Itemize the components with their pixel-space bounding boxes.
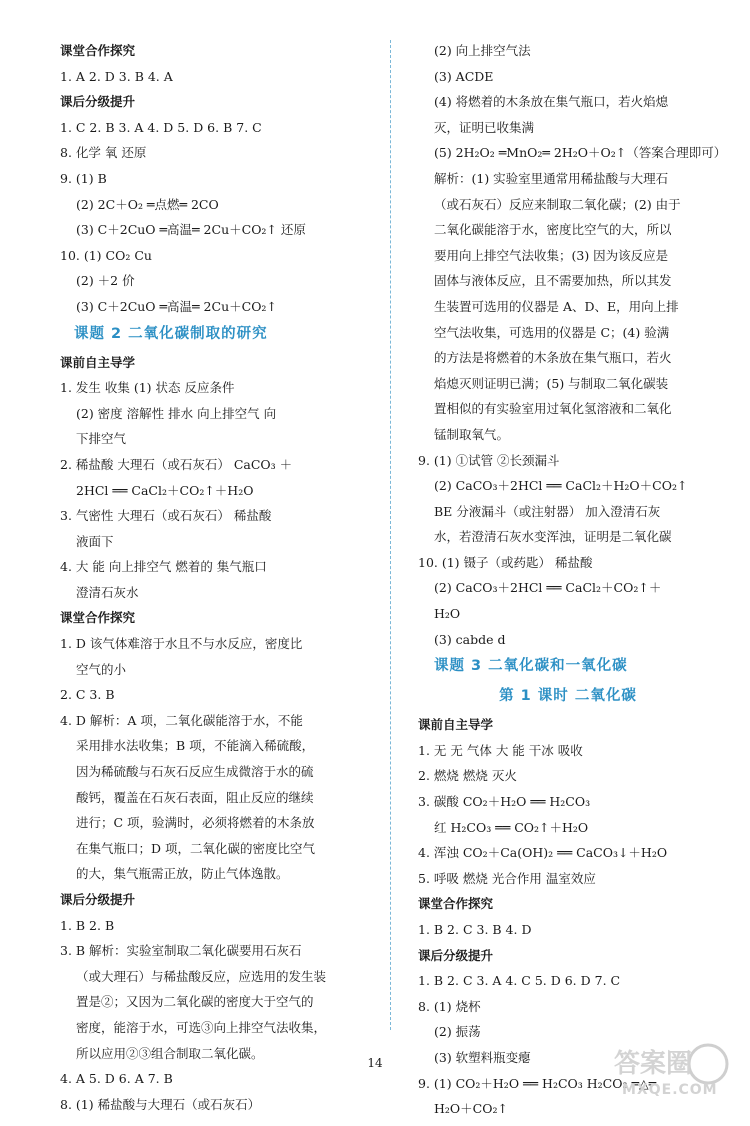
answer-line: 因为稀硫酸与石灰石反应生成微溶于水的硫 bbox=[76, 764, 314, 780]
answer-line: 2. C 3. B bbox=[60, 687, 115, 703]
answer-line: (2) 振荡 bbox=[434, 1024, 481, 1040]
svg-text:答案圈: 答案圈 bbox=[614, 1049, 693, 1079]
page-number: 14 bbox=[367, 1056, 383, 1070]
answer-line: (3) C＋2CuO ═高温═ 2Cu＋CO₂↑ bbox=[76, 298, 277, 314]
answer-line: 在集气瓶口；D 项，二氧化碳的密度比空气 bbox=[76, 840, 315, 856]
answer-line: 1. 发生 收集 (1) 状态 反应条件 bbox=[60, 380, 235, 396]
answer-line: (3) cabde d bbox=[434, 631, 506, 647]
column-divider bbox=[390, 40, 391, 1030]
watermark-logo bbox=[608, 1040, 738, 1100]
left-column bbox=[60, 42, 365, 1121]
answer-line: 解析：(1) 实验室里通常用稀盐酸与大理石 bbox=[434, 170, 669, 186]
answer-line: 1. A 2. D 3. B 4. A bbox=[60, 68, 173, 84]
answer-line: 红 H₂CO₃ ══ CO₂↑＋H₂O bbox=[434, 819, 589, 835]
answer-line: H₂O bbox=[434, 606, 461, 622]
answer-line: 4. D 解析：A 项，二氧化碳能溶于水，不能 bbox=[60, 712, 303, 728]
answer-line: H₂O＋CO₂↑ bbox=[434, 1101, 508, 1117]
answer-line: (4) 将燃着的木条放在集气瓶口，若火焰熄 bbox=[434, 94, 669, 110]
answer-line: 2. 燃烧 燃烧 灭火 bbox=[418, 768, 517, 784]
answer-line: 1. B 2. B bbox=[60, 917, 115, 933]
answer-line: 置相似的有实验室用过氧化氢溶液和二氧化 bbox=[434, 401, 672, 417]
answer-line: 置是②；又因为二氧化碳的密度大于空气的 bbox=[76, 994, 314, 1010]
answer-line: 空气法收集，可选用的仪器是 C；(4) 验满 bbox=[434, 324, 670, 340]
section-heading: 课堂合作探究 bbox=[60, 610, 136, 626]
right-column bbox=[418, 42, 727, 1126]
answer-line: 3. 气密性 大理石（或石灰石） 稀盐酸 bbox=[60, 508, 272, 524]
answer-line: （或大理石）与稀盐酸反应，应选用的发生装 bbox=[76, 968, 327, 984]
section-heading: 课后分级提升 bbox=[60, 94, 136, 110]
answer-line: 采用排水法收集；B 项，不能滴入稀硫酸， bbox=[76, 738, 315, 754]
answer-line: 2HCl ══ CaCl₂＋CO₂↑＋H₂O bbox=[76, 482, 254, 498]
answer-line: 4. A 5. D 6. A 7. B bbox=[60, 1071, 173, 1087]
answer-line: 5. 呼吸 燃烧 光合作用 温室效应 bbox=[418, 870, 596, 886]
answer-line: 10. (1) CO₂ Cu bbox=[60, 247, 152, 263]
answer-line: （或石灰石）反应来制取二氧化碳；(2) 由于 bbox=[434, 196, 681, 212]
answer-line: 2. 稀盐酸 大理石（或石灰石） CaCO₃ ＋ bbox=[60, 456, 293, 472]
answer-line: (5) 2H₂O₂ ═MnO₂═ 2H₂O＋O₂↑（答案合理即可） bbox=[434, 145, 727, 161]
answer-line: 焰熄灭则证明已满；(5) 与制取二氧化碳装 bbox=[434, 375, 669, 391]
answer-line: 水，若澄清石灰水变浑浊，证明是二氧化碳 bbox=[434, 529, 672, 545]
answer-line: 3. 碳酸 CO₂＋H₂O ══ H₂CO₃ bbox=[418, 794, 591, 810]
answer-line: 1. B 2. C 3. B 4. D bbox=[418, 922, 532, 937]
answer-line: (2) CaCO₃＋2HCl ══ CaCl₂＋H₂O＋CO₂↑ bbox=[434, 478, 688, 494]
answer-line: 4. 浑浊 CO₂＋Ca(OH)₂ ══ CaCO₃↓＋H₂O bbox=[418, 845, 668, 861]
answer-line: 二氧化碳能溶于水，密度比空气的大，所以 bbox=[434, 222, 672, 238]
answer-line: 要用向上排空气法收集；(3) 因为该反应是 bbox=[434, 247, 669, 263]
answer-line: 澄清石灰水 bbox=[76, 584, 139, 600]
answer-line: 锰制取氧气。 bbox=[434, 426, 510, 442]
answer-line: 液面下 bbox=[76, 533, 114, 549]
section-heading: 课后分级提升 bbox=[418, 947, 494, 963]
answer-line: (3) ACDE bbox=[434, 68, 494, 84]
lesson-title: 课题 2 二氧化碳制取的研究 bbox=[74, 325, 268, 342]
answer-line: 10. (1) 镊子（或药匙） 稀盐酸 bbox=[418, 554, 593, 570]
answer-line: 下排空气 bbox=[76, 431, 127, 447]
answer-line: (2) ＋2 价 bbox=[76, 273, 135, 289]
answer-line: 3. B 解析：实验室制取二氧化碳要用石灰石 bbox=[60, 943, 302, 959]
answer-line: 1. 无 无 气体 大 能 干冰 吸收 bbox=[418, 742, 583, 758]
answer-line: 9. (1) ①试管 ②长颈漏斗 bbox=[418, 452, 560, 468]
answer-line: (2) CaCO₃＋2HCl ══ CaCl₂＋CO₂↑＋ bbox=[434, 580, 662, 596]
answer-line: 酸钙，覆盖在石灰石表面，阻止反应的继续 bbox=[76, 789, 314, 805]
answer-line: 固体与液体反应，且不需要加热，所以其发 bbox=[434, 273, 672, 289]
answer-line: 1. B 2. C 3. A 4. C 5. D 6. D 7. C bbox=[418, 973, 621, 989]
answer-line: 8. (1) 烧杯 bbox=[418, 998, 481, 1014]
answer-line: 4. 大 能 向上排空气 燃着的 集气瓶口 bbox=[60, 559, 267, 575]
answer-line: 空气的小 bbox=[76, 661, 127, 677]
section-heading: 课堂合作探究 bbox=[418, 896, 494, 912]
answer-line: 灭，证明已收集满 bbox=[434, 119, 535, 135]
answer-line: 所以应用②③组合制取二氧化碳。 bbox=[76, 1045, 264, 1061]
svg-text:MXQE.COM: MXQE.COM bbox=[622, 1082, 718, 1098]
answer-line: 1. D 该气体难溶于水且不与水反应，密度比 bbox=[60, 636, 303, 652]
lesson-subtitle: 第 1 课时 二氧化碳 bbox=[499, 688, 637, 705]
answer-line: (2) 向上排空气法 bbox=[434, 43, 531, 58]
answer-line: 密度，能溶于水，可选③向上排空气法收集， bbox=[76, 1019, 327, 1035]
answer-line: 9. (1) B bbox=[60, 170, 107, 186]
section-heading: 课前自主导学 bbox=[60, 354, 136, 370]
answer-line: 的方法是将燃着的木条放在集气瓶口，若火 bbox=[434, 350, 672, 366]
answer-line: (3) C＋2CuO ═高温═ 2Cu＋CO₂↑ 还原 bbox=[76, 222, 306, 238]
answer-line: (2) 密度 溶解性 排水 向上排空气 向 bbox=[76, 405, 277, 421]
section-heading: 课前自主导学 bbox=[418, 717, 494, 733]
answer-line: BE 分液漏斗（或注射器） 加入澄清石灰 bbox=[434, 503, 661, 519]
answer-line: 生装置可选用的仪器是 A、D、E，用向上排 bbox=[434, 298, 679, 314]
answer-line: 进行；C 项，验满时，必须将燃着的木条放 bbox=[76, 815, 315, 831]
answer-line: 1. C 2. B 3. A 4. D 5. D 6. B 7. C bbox=[60, 119, 262, 135]
section-heading: 课堂合作探究 bbox=[60, 43, 136, 58]
lesson-title: 课题 3 二氧化碳和一氧化碳 bbox=[434, 658, 628, 675]
section-heading: 课后分级提升 bbox=[60, 892, 136, 907]
answer-line: 9. (1) CO₂＋H₂O ══ H₂CO₃ H₂CO₃ ═△═ bbox=[418, 1075, 657, 1091]
answer-line: 的大，集气瓶需正放，防止气体逸散。 bbox=[76, 866, 289, 882]
answer-line: (3) 软塑料瓶变瘪 bbox=[434, 1049, 531, 1065]
answer-line: 8. 化学 氧 还原 bbox=[60, 145, 147, 161]
answer-line: 8. (1) 稀盐酸与大理石（或石灰石） bbox=[60, 1096, 261, 1112]
answer-line: (2) 2C＋O₂ ═点燃═ 2CO bbox=[76, 196, 219, 212]
